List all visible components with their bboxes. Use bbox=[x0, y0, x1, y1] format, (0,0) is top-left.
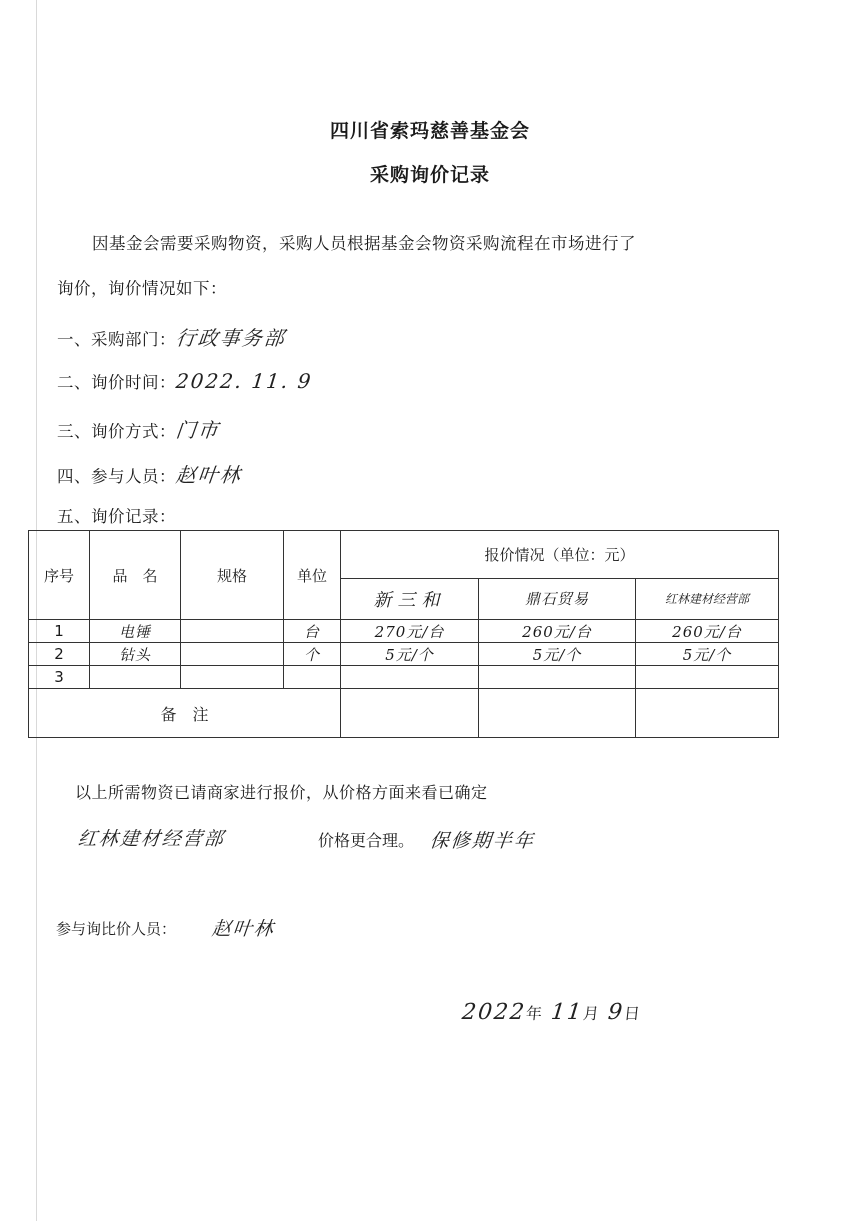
conclusion-line: 以上所需物资已请商家进行报价，从价格方面来看已确定 bbox=[75, 783, 488, 802]
row-price-vendor-2 bbox=[479, 666, 636, 689]
row-price-vendor-1 bbox=[341, 666, 479, 689]
field-department-value: 行政事务部 bbox=[174, 326, 288, 350]
row-seq: 2 bbox=[29, 643, 90, 666]
participants-label: 参与询比价人员： bbox=[56, 920, 177, 938]
document-title: 四川省索玛慈善基金会 bbox=[329, 120, 530, 142]
document-date bbox=[461, 1000, 642, 1025]
vendor-1: 新三和 bbox=[341, 578, 479, 619]
header-unit: 单位 bbox=[284, 531, 341, 620]
field-department bbox=[57, 322, 286, 351]
date-month: 11 bbox=[549, 1000, 585, 1025]
field-participants-value: 赵叶林 bbox=[174, 463, 244, 487]
field-participants bbox=[57, 459, 242, 488]
date-month-unit: 月 bbox=[581, 1004, 600, 1023]
row-price-vendor-2: 5元/个 bbox=[479, 643, 636, 666]
warranty-note: 保修期半年 bbox=[428, 830, 537, 852]
row-unit bbox=[284, 666, 341, 689]
row-name: 钻头 bbox=[90, 643, 181, 666]
table-header-row bbox=[29, 531, 779, 579]
row-unit: 个 bbox=[284, 643, 341, 666]
header-seq: 序号 bbox=[29, 531, 90, 620]
field-inquiry-time-value: 2022. 11. 9 bbox=[174, 369, 314, 393]
row-spec bbox=[181, 643, 284, 666]
row-price-vendor-3: 260元/台 bbox=[636, 620, 779, 643]
remark-cell-1 bbox=[341, 689, 479, 738]
intro-line-1: 因基金会需要采购物资，采购人员根据基金会物资采购流程在市场进行了 bbox=[92, 234, 636, 253]
date-year: 2022 bbox=[460, 1000, 528, 1025]
field-participants-label: 四、参与人员： bbox=[57, 467, 176, 486]
field-inquiry-time-label: 二、询价时间： bbox=[57, 373, 176, 392]
table-row bbox=[29, 666, 779, 689]
row-price-vendor-3: 5元/个 bbox=[636, 643, 779, 666]
field-inquiry-method-value: 门市 bbox=[174, 418, 222, 442]
row-price-vendor-1: 270元/台 bbox=[341, 620, 479, 643]
field-inquiry-method-label: 三、询价方式： bbox=[57, 422, 176, 441]
field-department-label: 一、采购部门： bbox=[57, 330, 176, 349]
intro-line-2: 询价，询价情况如下： bbox=[57, 279, 227, 298]
inquiry-record-table bbox=[28, 530, 779, 738]
header-quote: 报价情况（单位：元） bbox=[341, 531, 779, 579]
date-day: 9 bbox=[606, 1000, 626, 1025]
remark-label: 备 注 bbox=[29, 689, 341, 738]
field-inquiry-record bbox=[57, 503, 176, 527]
header-name: 品 名 bbox=[90, 531, 181, 620]
date-day-unit: 日 bbox=[622, 1004, 641, 1023]
row-name: 电锤 bbox=[90, 620, 181, 643]
row-name bbox=[90, 666, 181, 689]
field-inquiry-record-label: 五、询价记录： bbox=[57, 507, 176, 526]
row-price-vendor-3 bbox=[636, 666, 779, 689]
table-row bbox=[29, 620, 779, 643]
remark-cell-2 bbox=[479, 689, 636, 738]
remark-cell-3 bbox=[636, 689, 779, 738]
header-spec: 规格 bbox=[181, 531, 284, 620]
document-subtitle: 采购询价记录 bbox=[369, 164, 490, 186]
row-unit: 台 bbox=[284, 620, 341, 643]
vendor-3: 红林建材经营部 bbox=[636, 578, 779, 619]
row-spec bbox=[181, 620, 284, 643]
conclusion-reason: 价格更合理。 bbox=[318, 831, 415, 850]
date-year-unit: 年 bbox=[524, 1004, 543, 1023]
selected-supplier: 红林建材经营部 bbox=[76, 828, 227, 850]
row-seq: 3 bbox=[29, 666, 90, 689]
remark-row bbox=[29, 689, 779, 738]
vendor-2: 鼎石贸易 bbox=[479, 578, 636, 619]
row-seq: 1 bbox=[29, 620, 90, 643]
participants-signature: 赵叶林 bbox=[210, 918, 277, 940]
field-inquiry-time bbox=[57, 369, 313, 393]
table-row bbox=[29, 643, 779, 666]
field-inquiry-method bbox=[57, 414, 220, 443]
row-price-vendor-2: 260元/台 bbox=[479, 620, 636, 643]
row-spec bbox=[181, 666, 284, 689]
row-price-vendor-1: 5元/个 bbox=[341, 643, 479, 666]
